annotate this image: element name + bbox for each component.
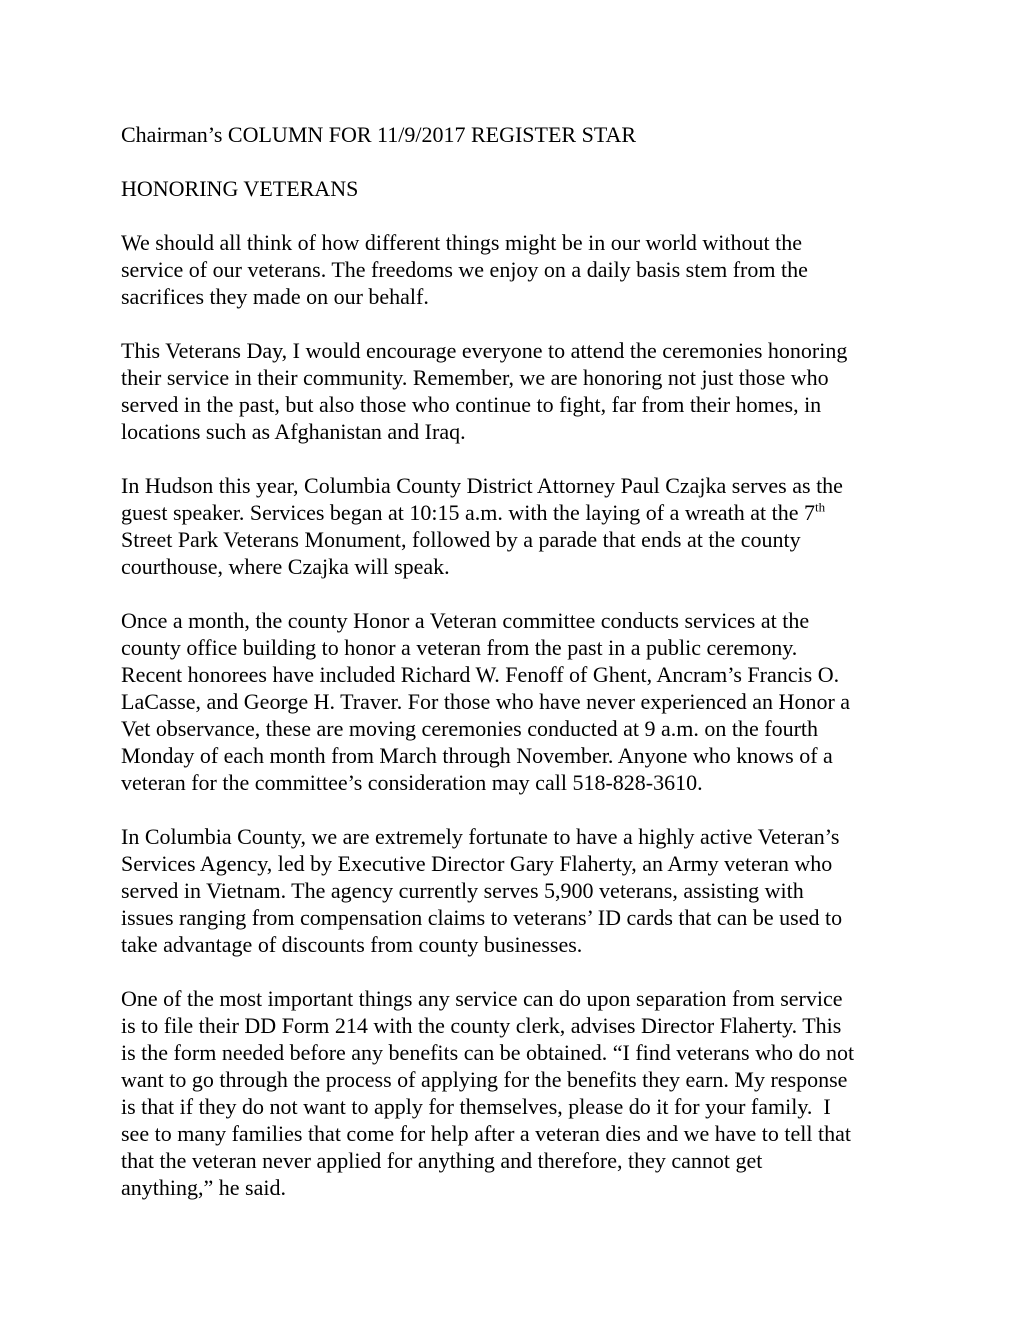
document-heading: HONORING VETERANS	[121, 176, 359, 201]
paragraph: One of the most important things any service can do upon separation from service is to file their DD Form 214 with the county clerk, advises Director Flaherty. This is the form needed before any benefits can be obtained. “I find veterans who do not want to go through the process of applying for the benefits they earn. My response is that if they do not want to apply for themselves, please do it for your family. I see to many families that come for help after a veteran dies and we have to tell that that the veteran never applied for anything and therefore, they cannot get anything,” he said.	[121, 986, 855, 1200]
document-title: Chairman’s COLUMN FOR 11/9/2017 REGISTER STAR	[121, 122, 637, 147]
paragraph: This Veterans Day, I would encourage everyone to attend the ceremonies honoring their service in their community. Remember, we are honoring not just those who served in the past, but also those who continue to fight, far from their homes, in locations such as Afghanistan and Iraq.	[121, 338, 848, 444]
paragraph: In Hudson this year, Columbia County District Attorney Paul Czajka serves as the guest speaker. Services began at 10:15 a.m. with the laying of a wreath at the 7th Street Park Veterans Monument, followed by a parade that ends at the county courthouse, where Czajka will speak.	[121, 473, 843, 579]
superscript: th	[815, 499, 826, 515]
paragraph: In Columbia County, we are extremely fortunate to have a highly active Veteran’s Services Agency, led by Executive Director Gary Flaherty, an Army veteran who served in Vietnam. The agency currently serves 5,900 veterans, assisting with issues ranging from compensation claims to veterans’ ID cards that can be used to take advantage of discounts from county businesses.	[121, 824, 843, 957]
paragraph: Once a month, the county Honor a Veteran committee conducts services at the county office building to honor a veteran from the past in a public ceremony. Recent honorees have included Richard W. Fenoff of Ghent, Ancram’s Francis O. LaCasse, and George H. Traver. For those who have never experienced an Honor a Vet observance, these are moving ceremonies conducted at 9 a.m. on the fourth Monday of each month from March through November. Anyone who knows of a veteran for the committee’s consideration may call 518-828-3610.	[121, 608, 851, 795]
document-body	[121, 229, 910, 1201]
paragraph: We should all think of how different things might be in our world without the service of our veterans. The freedoms we enjoy on a daily basis stem from the sacrifices they made on our behalf.	[121, 230, 808, 309]
